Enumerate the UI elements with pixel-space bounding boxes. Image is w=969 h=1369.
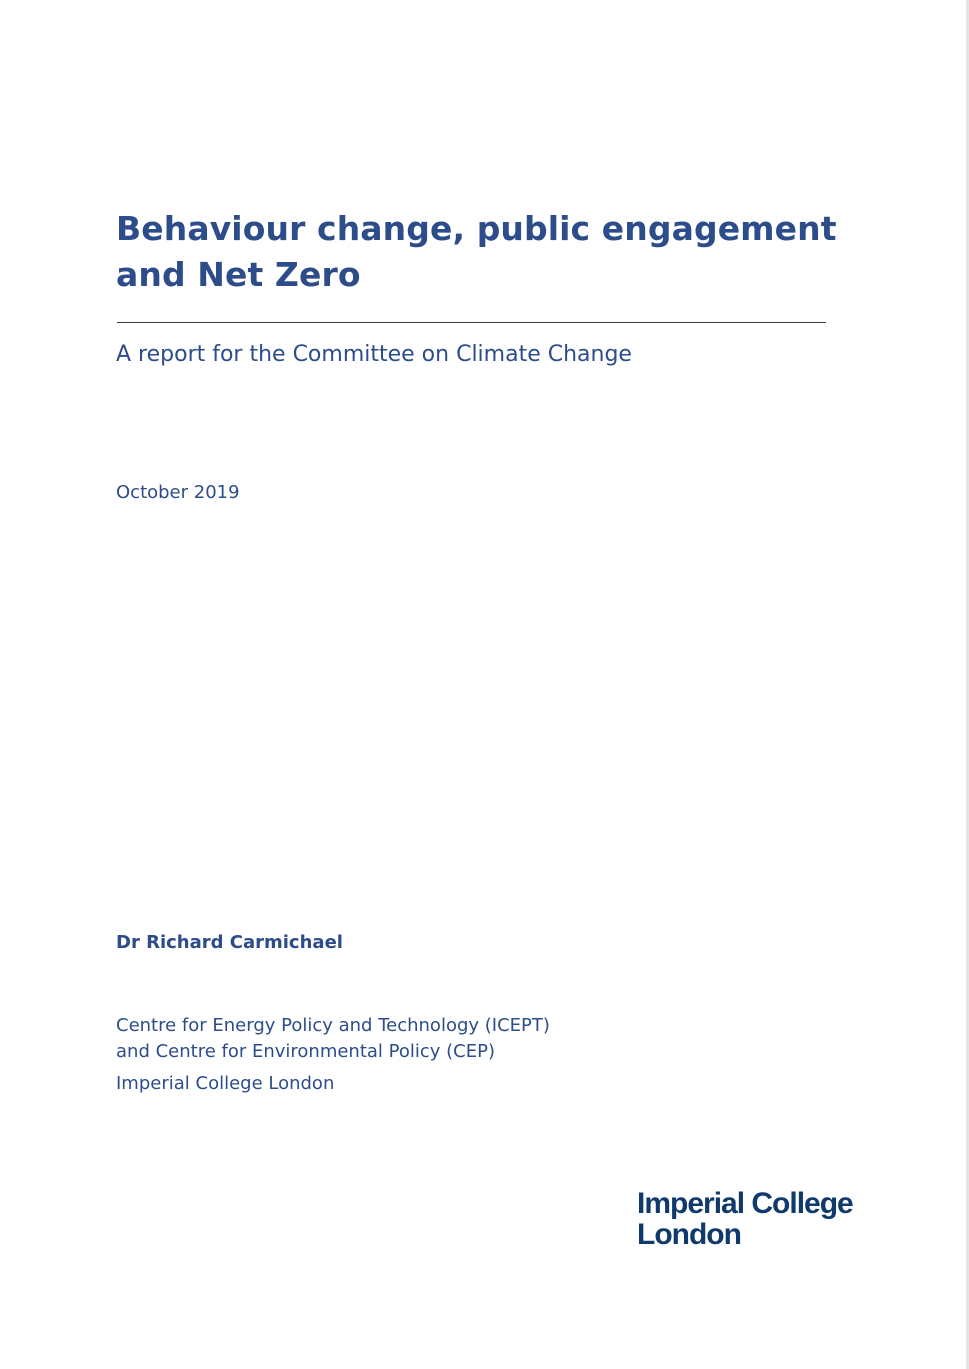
report-title	[116, 206, 856, 298]
report-date: October 2019	[116, 482, 240, 503]
imperial-college-logo	[637, 1188, 853, 1250]
logo-line-1: Imperial College	[637, 1187, 853, 1220]
affiliation-line-1: Centre for Energy Policy and Technology (ICEPT)	[116, 1015, 550, 1036]
author-affiliation	[116, 1013, 550, 1097]
affiliation-line-2: and Centre for Environmental Policy (CEP)	[116, 1041, 495, 1062]
report-author: Dr Richard Carmichael	[116, 932, 343, 953]
report-title-line-2: and Net Zero	[116, 255, 361, 294]
logo-line-2: London	[637, 1218, 741, 1251]
report-title-line-1: Behaviour change, public engagement	[116, 209, 837, 248]
affiliation-institution: Imperial College London	[116, 1073, 335, 1094]
title-divider	[117, 322, 826, 323]
report-subtitle: A report for the Committee on Climate Change	[116, 342, 632, 367]
